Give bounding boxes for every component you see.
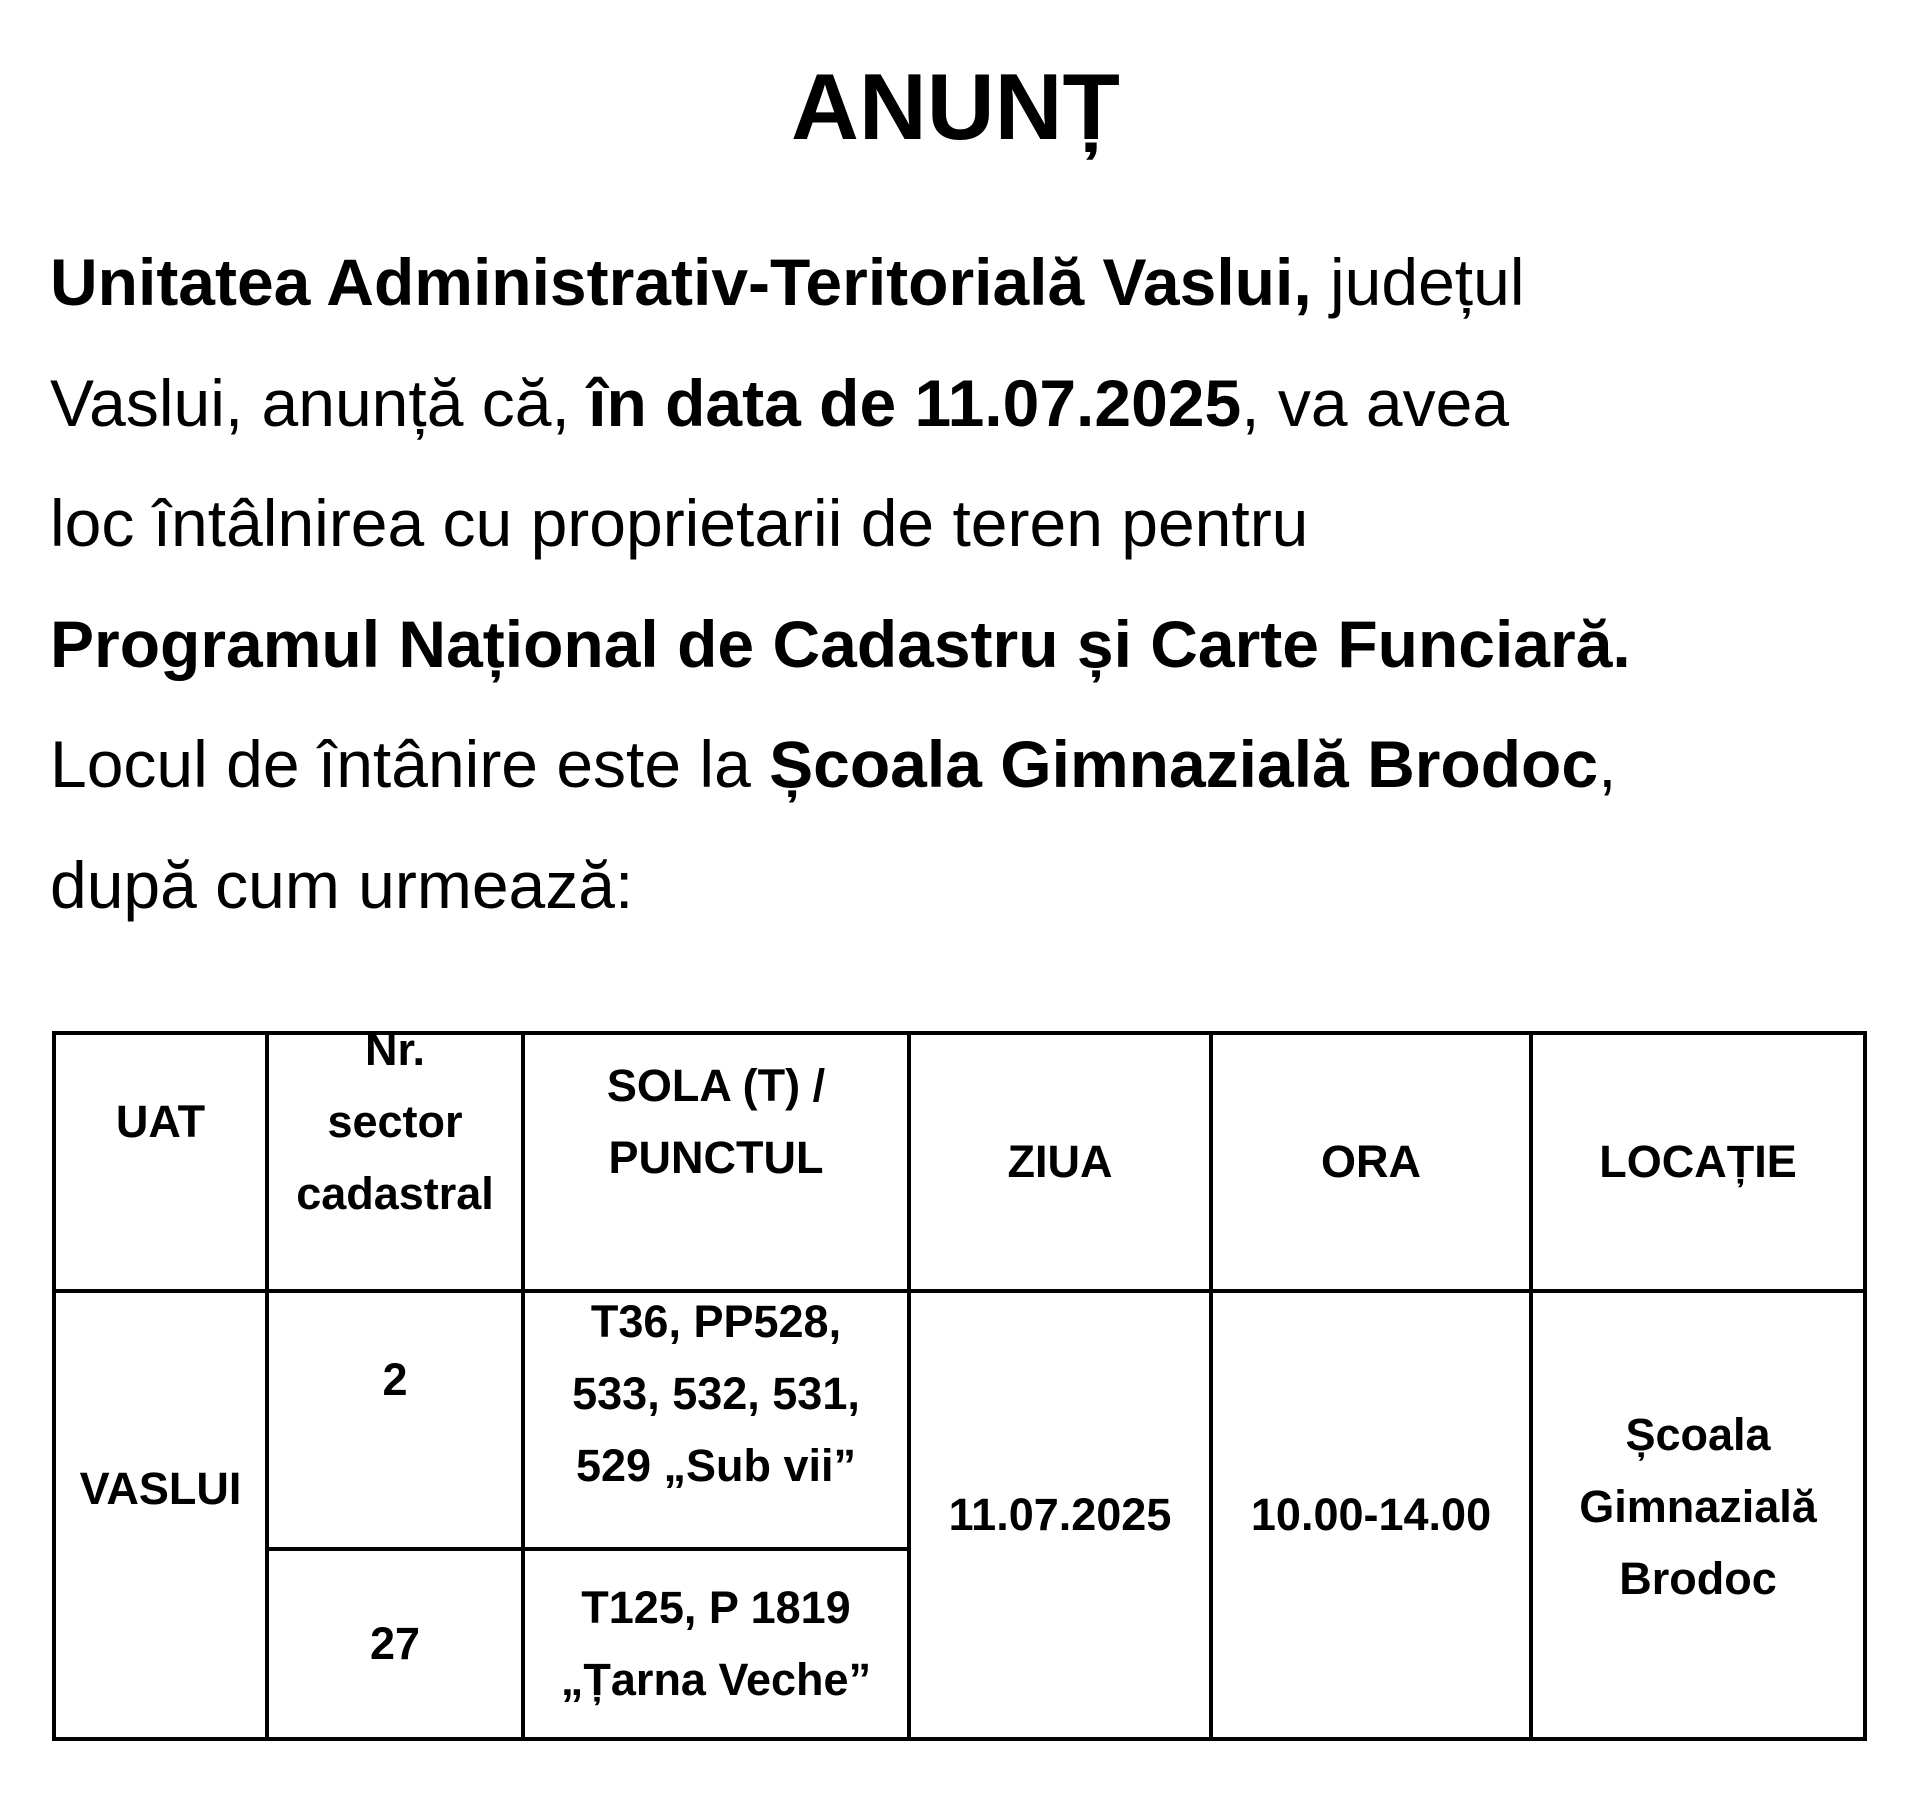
body-line-3: loc întâlnirea cu proprietarii de teren pentru <box>50 486 1309 560</box>
meeting-date: în data de 11.07.2025 <box>588 365 1242 440</box>
cell-locatie: Școala Gimnazială Brodoc <box>1531 1291 1865 1739</box>
cell-sola: T125, P 1819 „Țarna Veche” <box>523 1549 909 1739</box>
header-ora: ORA <box>1211 1033 1531 1291</box>
header-sola: SOLA (T) / PUNCTUL <box>523 1033 909 1291</box>
header-sector: Nr. sector cadastral <box>267 1033 523 1291</box>
cell-ora: 10.00-14.00 <box>1211 1291 1531 1739</box>
header-ziua: ZIUA <box>909 1033 1211 1291</box>
cell-ziua: 11.07.2025 <box>909 1291 1211 1739</box>
header-locatie: LOCAȚIE <box>1531 1033 1865 1291</box>
body-line-1 <box>50 222 1910 343</box>
school-name: Școala Gimnazială Brodoc <box>769 727 1599 801</box>
location-intro: Locul de întânire este la <box>50 727 770 801</box>
comma: , <box>1598 727 1617 801</box>
cell-sector: 2 <box>267 1291 523 1549</box>
cell-sola: T36, PP528, 533, 532, 531, 529 „Sub vii” <box>523 1291 909 1549</box>
announces-text: Vaslui, anunță că, <box>50 365 589 440</box>
county-text: județul <box>1311 245 1525 319</box>
cell-uat: VASLUI <box>54 1291 267 1739</box>
program-name: Programul Național de Cadastru și Carte Funciară. <box>50 606 1631 681</box>
header-uat: UAT <box>54 1033 267 1291</box>
body-line-5 <box>50 704 1910 825</box>
table-header-row <box>54 1033 1865 1291</box>
table-row <box>54 1291 1865 1549</box>
will-take-place-text: , va avea <box>1241 365 1510 440</box>
announcement-body <box>50 222 1910 945</box>
body-line-6: după cum urmează: <box>50 847 634 922</box>
body-line-2 <box>50 343 1910 464</box>
schedule-table <box>52 1024 1867 1741</box>
page-title: ANUNȚ <box>791 54 1120 159</box>
uat-name: Unitatea Administrativ-Teritorială Vaslui, <box>50 245 1312 319</box>
cell-sector: 27 <box>267 1549 523 1739</box>
